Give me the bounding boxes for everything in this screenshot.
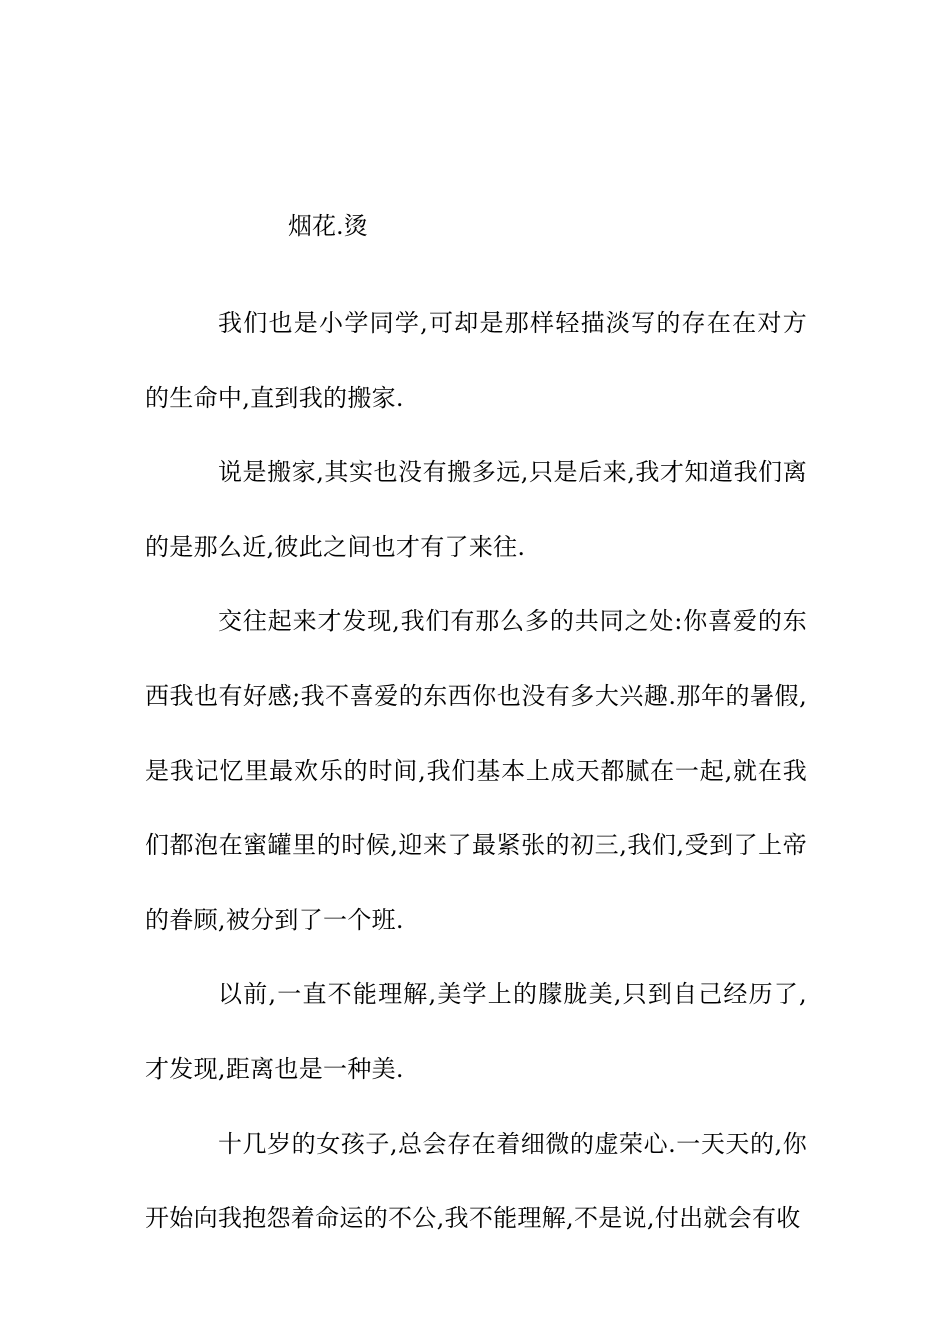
document-title: 烟花.烫 <box>288 212 368 240</box>
paragraph: 说是搬家,其实也没有搬多远,只是后来,我才知道我们离的是那么近,彼此之间也才有了来往. <box>145 458 807 561</box>
paragraph: 交往起来才发现,我们有那么多的共同之处:你喜爱的东西我也有好感;我不喜爱的东西你也没有多大兴趣.那年的暑假,是我记忆里最欢乐的时间,我们基本上成天都腻在一起,就在我们都泡在蜜罐里的时候,迎来了最紧张的初三,我们,受到了上帝的眷顾,被分到了一个班. <box>145 607 807 934</box>
paragraph: 十几岁的女孩子,总会存在着细微的虚荣心.一天天的,你开始向我抱怨着命运的不公,我不能理解,不是说,付出就会有收 <box>145 1129 807 1233</box>
paragraph: 我们也是小学同学,可却是那样轻描淡写的存在在对方的生命中,直到我的搬家. <box>145 309 807 412</box>
document-body <box>145 286 807 1256</box>
paragraph: 以前,一直不能理解,美学上的朦胧美,只到自己经历了,才发现,距离也是一种美. <box>145 980 807 1083</box>
